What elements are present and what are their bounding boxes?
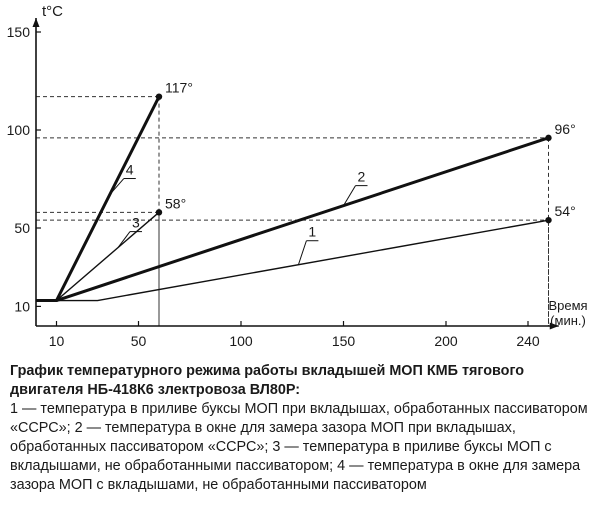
- series-endpoint-3: [156, 209, 162, 215]
- x-axis-title-unit: (мин.): [550, 313, 586, 328]
- x-axis-title: Время: [548, 298, 588, 313]
- y-tick-label: 50: [14, 220, 30, 236]
- series-line-4: [36, 97, 159, 301]
- labels: [7, 3, 588, 349]
- x-tick-label: 200: [434, 333, 458, 349]
- series-number-leader-1: [298, 241, 306, 265]
- series-number-4: 4: [125, 161, 134, 178]
- series-end-label-1: 54°: [554, 203, 576, 220]
- guide-lines: [36, 97, 549, 326]
- series-number-1: 1: [308, 223, 317, 240]
- caption-legend: 1 — температура в приливе буксы МОП при вкладышах, обработанных пассиватором «ССРС»; 2 — температура в окне для замера зазора МОП при вкладышах, обработанных пассиватором «ССРС»; 3 — температура в приливе буксы МОП с вкладышами, не обработанными пассиватором; 4 — температура в окне для замера зазора МОП с вкладышами, не обработанными пассиватором: [10, 401, 588, 493]
- series-end-label-3: 58°: [165, 195, 187, 212]
- y-axis-arrow: [33, 18, 40, 27]
- series-number-2: 2: [357, 168, 366, 185]
- series-endpoint-4: [156, 93, 162, 99]
- x-tick-label: 100: [229, 333, 253, 349]
- x-tick-label: 240: [516, 333, 540, 349]
- y-tick-label: 150: [6, 24, 30, 40]
- x-tick-label: 50: [130, 333, 147, 349]
- series-endpoint-2: [545, 135, 551, 141]
- series-number-3: 3: [132, 214, 140, 231]
- series-lines: [36, 93, 552, 300]
- series-end-label-2: 96°: [554, 120, 576, 137]
- figure-caption: [10, 362, 592, 495]
- series-line-1: [36, 220, 549, 300]
- y-tick-label: 10: [14, 298, 30, 315]
- x-tick-label: 150: [331, 333, 356, 349]
- series-endpoint-1: [545, 217, 551, 223]
- x-tick-label: 10: [48, 333, 65, 349]
- series-end-label-4: 117°: [165, 79, 193, 96]
- series-line-2: [36, 138, 549, 301]
- caption-title: График температурного режима работы вкладышей МОП КМБ тягового двигателя НБ-418К6 злектровоза ВЛ80Р:: [10, 363, 525, 398]
- y-axis-title: t°C: [42, 3, 63, 20]
- y-tick-label: 100: [6, 122, 30, 138]
